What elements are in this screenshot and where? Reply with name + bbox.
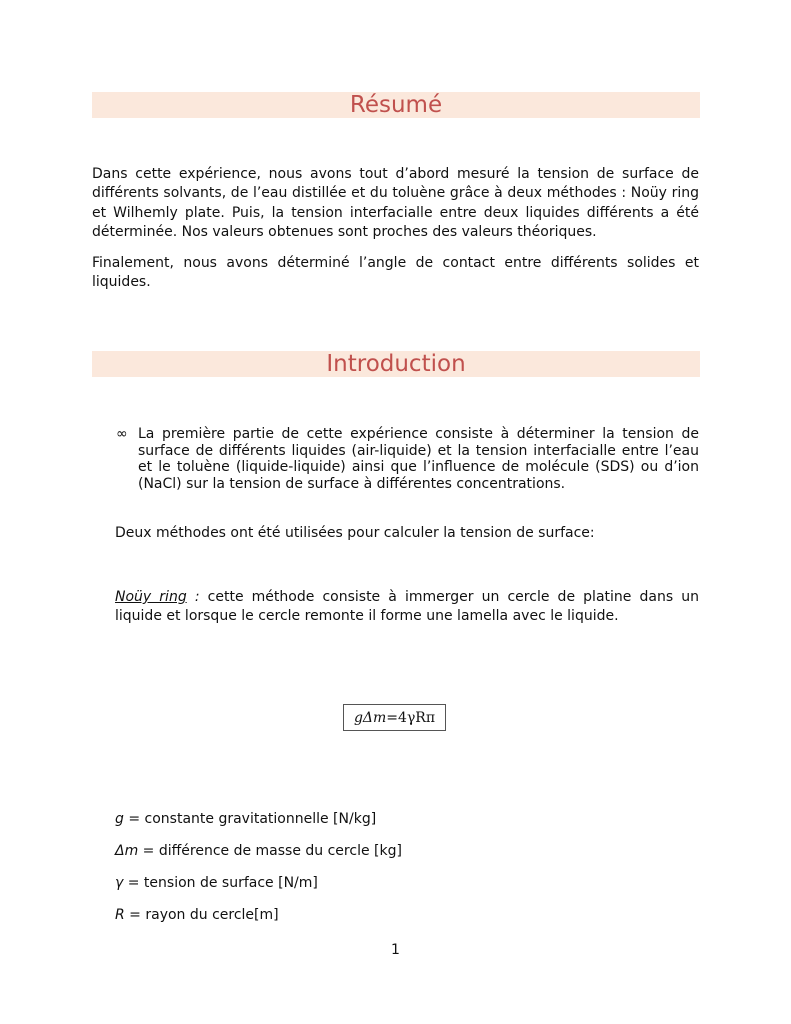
definition-symbol: R — [115, 907, 125, 923]
formula-equals: = — [386, 709, 399, 726]
nouy-ring-colon: : — [186, 589, 200, 605]
definition-gamma — [115, 874, 318, 893]
nouy-ring-description: cette méthode consiste à immerger un cercle de platine dans un liquide et lorsque le cercle remonte il forme une lamella avec le liquide. — [115, 589, 699, 625]
methods-intro: Deux méthodes ont été utilisées pour calculer la tension de surface: — [115, 525, 595, 541]
resume-heading — [92, 92, 700, 118]
introduction-title: Introduction — [326, 351, 466, 377]
bullet-text: La première partie de cette expérience consiste à déterminer la tension de surface de différents liquides (air-liquide) et la tension interfacialle entre l’eau et le toluène (liquide-liquide) ainsi que l’influence de molécule (SDS) ou d’ion (NaCl) sur la tension de surface à différentes concentrations. — [138, 426, 699, 492]
definition-text: = constante gravitationnelle [N/kg] — [123, 811, 377, 827]
definition-symbol: γ — [115, 875, 124, 891]
infinity-bullet-icon: ∞ — [116, 426, 128, 442]
definition-text: = rayon du cercle[m] — [124, 907, 279, 923]
nouy-ring-paragraph — [115, 588, 699, 627]
definition-g — [115, 810, 376, 829]
nouy-ring-term: Noüy ring — [115, 589, 187, 605]
formula-box — [343, 704, 446, 731]
definition-text: = différence de masse du cercle [kg] — [138, 843, 402, 859]
resume-paragraph-1: Dans cette expérience, nous avons tout d’abord mesuré la tension de surface de différents solvants, de l’eau distillée et du toluène grâce à deux méthodes : Noüy ring et Wilhemly plate. Puis, la tension interfacialle entre deux liquides différents a été déterminée. Nos valeurs obtenues sont proches des valeurs théoriques. — [92, 166, 699, 240]
page-number: 1 — [391, 942, 400, 958]
definition-r — [115, 906, 279, 925]
formula-lhs: gΔm — [353, 709, 387, 726]
definition-symbol: g — [115, 811, 124, 827]
definition-text: = tension de surface [N/m] — [123, 875, 318, 891]
resume-paragraph-2: Finalement, nous avons déterminé l’angle de contact entre différents solides et liquides. — [92, 255, 699, 291]
introduction-heading — [92, 351, 700, 377]
formula-rhs: 4γRπ — [398, 709, 436, 726]
definition-delta-m — [115, 842, 402, 861]
resume-title: Résumé — [349, 92, 443, 118]
definition-symbol: Δm — [115, 843, 139, 859]
